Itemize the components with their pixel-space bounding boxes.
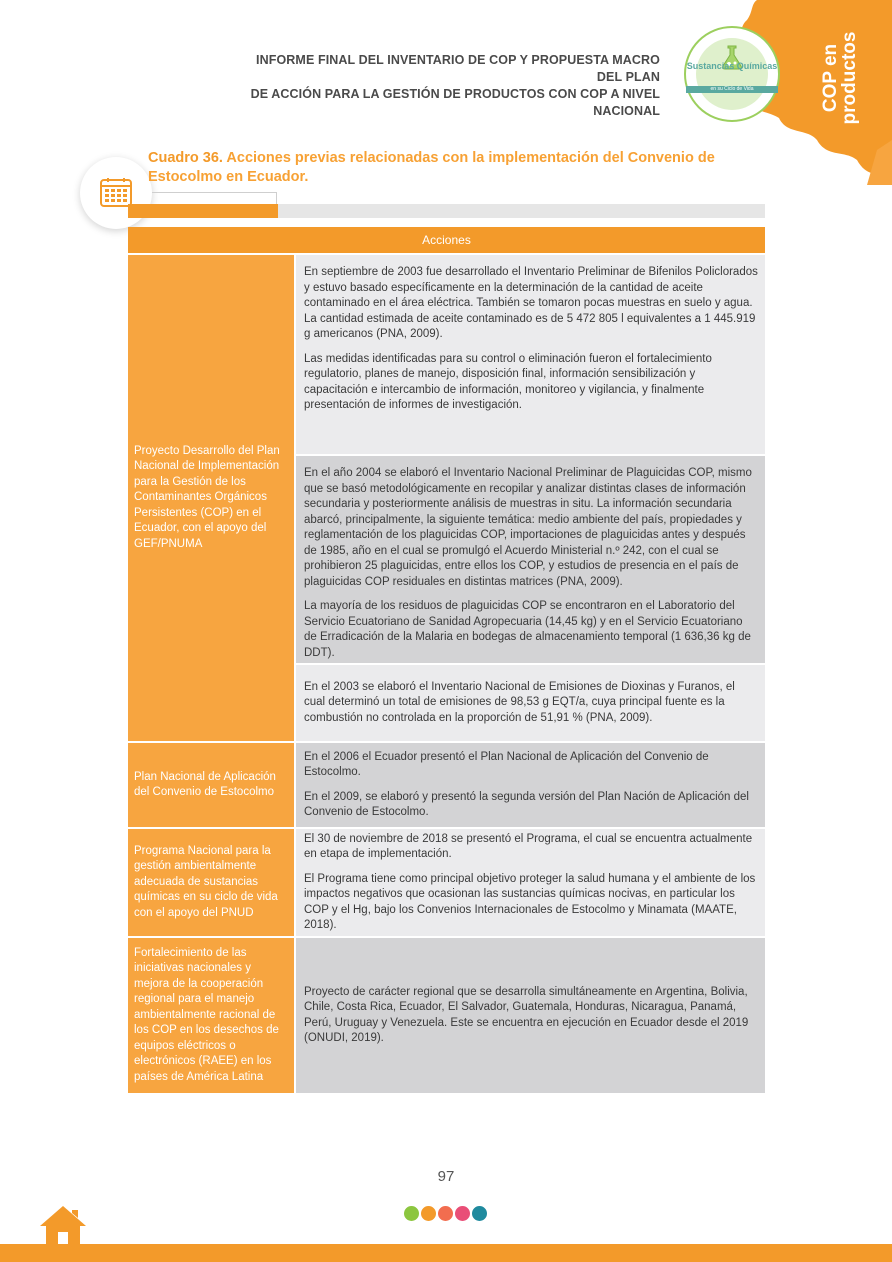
cell-paragraph: El Programa tiene como principal objetivo proteger la salud humana y el ambiente de los impactos negativos que ocasionan las sustancias químicas nocivas, en particular los COP y el Hg, bajo los Convenios Internacionales de Estocolmo y Minamata (MAATE, 2018).	[304, 872, 756, 931]
page-number: 97	[437, 1168, 455, 1185]
row-label	[128, 829, 296, 936]
cell-paragraph: La mayoría de los residuos de plaguicidas COP se encontraron en el Laboratorio del Servicio Ecuatoriano de Sanidad Agropecuaria (14,45 kg) y en el Servicio Ecuatoriano de Erradicación de la Malaria en bodegas de almacenamiento temporal (1 636,36 kg de DDT).	[304, 600, 751, 659]
pink-dot	[455, 1206, 470, 1221]
color-dots	[404, 1206, 487, 1221]
row-label	[128, 255, 296, 741]
sustancias-quimicas-seal-logo	[684, 26, 780, 122]
actions-table	[128, 227, 765, 1093]
caption-icon-badge	[80, 157, 152, 229]
cell-paragraph: En septiembre de 2003 fue desarrollado el Inventario Preliminar de Bifenilos Policlorados y estuvo basado específicamente en la determinación de la cantidad de aceite contaminado en el área eléctrica. También se tomaron pocas muestras en suelo y agua. La cantidad estimada de aceite contaminado es de 5 472 805 l equivalentes a 1 445.919 g americanos (PNA, 2009).	[304, 266, 758, 340]
table-header: Acciones	[128, 227, 765, 255]
header-title-line-1: INFORME FINAL DEL INVENTARIO DE COP Y PROPUESTA MACRO DEL PLAN	[256, 53, 660, 84]
cell-paragraph: En el 2009, se elaboró y presentó la segunda versión del Plan Nación de Aplicación del Convenio de Estocolmo.	[304, 790, 749, 818]
row-label-text: Programa Nacional para la gestión ambientalmente adecuada de sustancias químicas en su ciclo de vida con el apoyo del PNUD	[134, 844, 278, 919]
table-row	[128, 829, 765, 938]
caption-underline-accent	[128, 204, 278, 218]
row-label-text: Proyecto Desarrollo del Plan Nacional de Implementación para la Gestión de los Contaminantes Orgánicos Persistentes (COP) en el Ecuador, con el apoyo del GEF/PNUMA	[134, 444, 280, 550]
cell-paragraph: Proyecto de carácter regional que se desarrolla simultáneamente en Argentina, Bolivia, Chile, Costa Rica, Ecuador, El Salvador, Guatemala, Honduras, Nicaragua, Panamá, Perú, Uruguay y Venezuela. Este se encuentra en ejecución en Ecuador desde el 2019 (ONUDI, 2019).	[304, 985, 749, 1044]
table-cell	[296, 663, 765, 741]
table-cell	[296, 938, 765, 1093]
table-row	[128, 743, 765, 829]
row-label	[128, 743, 296, 827]
row-cells	[296, 255, 765, 741]
cell-paragraph: En el 2003 se elaboró el Inventario Nacional de Emisiones de Dioxinas y Furanos, el cual determinó un total de emisiones de 98,53 g EQT/a, cuya principal fuente es la combustión no controlada en la proporción de 51,91 % (PNA, 2009).	[304, 680, 735, 724]
row-label-text: Plan Nacional de Aplicación del Convenio de Estocolmo	[134, 770, 276, 798]
row-label-text: Fortalecimiento de las iniciativas nacionales y mejora de la cooperación regional para el manejo ambientalmente racional de los COP en los desechos de equipos eléctricos o electrónicos (RAEE) en los países de América Latina	[134, 946, 279, 1083]
cell-paragraph: En el 2006 el Ecuador presentó el Plan Nacional de Aplicación del Convenio de Estocolmo.	[304, 750, 709, 778]
table-cell	[296, 743, 765, 827]
row-label	[128, 938, 296, 1093]
seal-title: Sustancias Químicas	[686, 61, 778, 71]
caption-text: Acciones previas relacionadas con la implementación del Convenio de Estocolmo en Ecuador.	[148, 150, 715, 185]
cell-paragraph: En el año 2004 se elaboró el Inventario Nacional Preliminar de Plaguicidas COP, mismo que se basó metodológicamente en recopilar y analizar distintas clases de información secundaria y posteriormente análisis de muestras in situ. La información secundaria abarcó, principalmente, la siguiente temática: medio ambiente del país, propiedades y reglamentación de los plaguicidas COP, importaciones de plaguicidas antes y después de 1985, año en el cual se promulgó el Acuerdo Ministerial n.º 242, con el cual se prohibieron 25 plaguicidas, entre ellos los COP, y estudios de presencia en el país de plaguicidas COP residuales en distintas matrices (PNA, 2009).	[304, 467, 752, 588]
caption-number: Cuadro 36.	[148, 150, 223, 166]
footer-bar	[0, 1244, 892, 1262]
seal-subtitle: en su Ciclo de Vida	[686, 86, 778, 93]
table-row	[128, 938, 765, 1093]
side-label-line-1: COP en	[820, 43, 841, 113]
teal-dot	[472, 1206, 487, 1221]
cell-paragraph: Las medidas identificadas para su control o eliminación fueron el fortalecimiento regulatorio, planes de manejo, disposición final, información sensibilización y capacitación e intercambio de información, monitoreo y vigilancia, y finalmente presentación de informes de investigación.	[304, 352, 712, 411]
row-cells	[296, 829, 765, 936]
row-cells	[296, 743, 765, 827]
side-label-line-2: productos	[839, 31, 860, 125]
row-cells	[296, 938, 765, 1093]
header-title-line-2: DE ACCIÓN PARA LA GESTIÓN DE PRODUCTOS CON COP A NIVEL NACIONAL	[250, 87, 660, 118]
orange-dot	[421, 1206, 436, 1221]
table-row	[128, 255, 765, 743]
home-icon[interactable]	[38, 1204, 88, 1248]
running-header	[230, 52, 660, 120]
table-icon	[100, 177, 132, 207]
seal-inner-circle	[696, 38, 768, 110]
table-cell	[296, 454, 765, 663]
table-caption	[148, 149, 778, 187]
cell-paragraph: El 30 de noviembre de 2018 se presentó el Programa, el cual se encuentra actualmente en etapa de implementación.	[304, 832, 753, 860]
table-cell	[296, 255, 765, 454]
green-dot	[404, 1206, 419, 1221]
section-side-label	[800, 18, 880, 138]
table-cell	[296, 829, 765, 936]
coral-dot	[438, 1206, 453, 1221]
